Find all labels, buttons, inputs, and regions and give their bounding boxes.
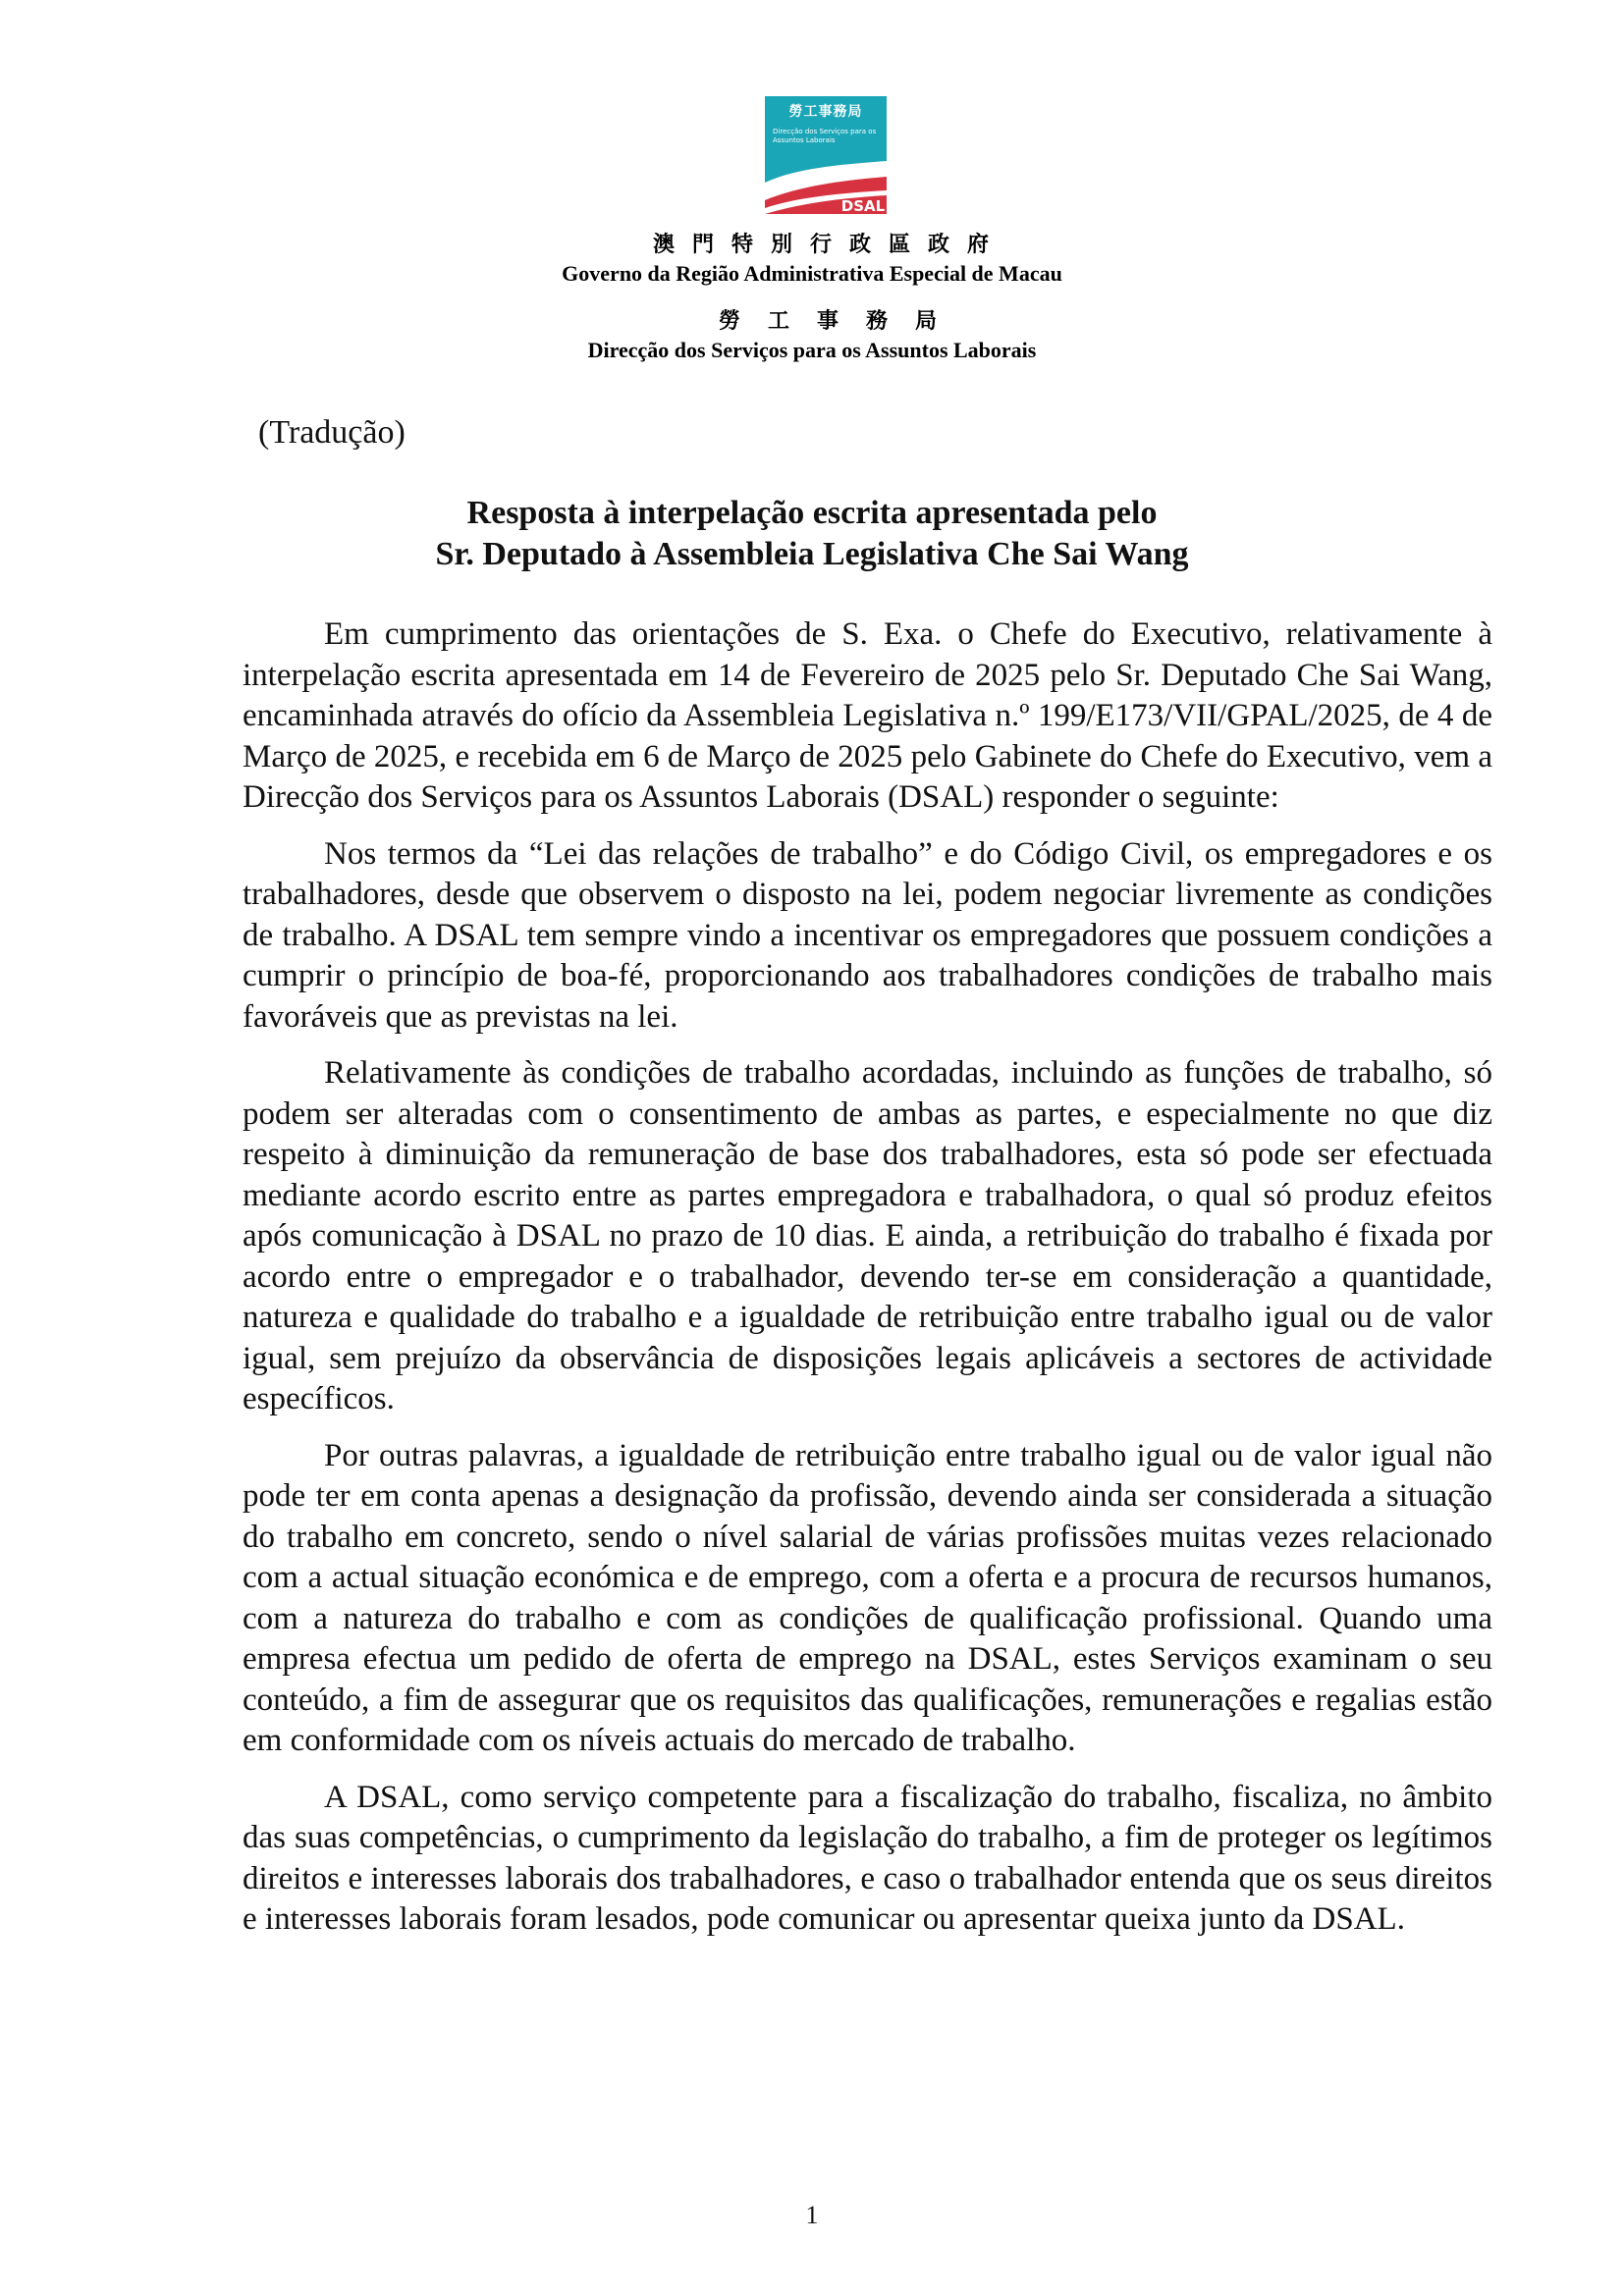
document-title-line-1: Resposta à interpelação escrita apresentada pelo [466,495,1158,531]
government-name-portuguese: Governo da Região Administrativa Especial de Macau [562,261,1062,286]
page-number: 1 [805,2201,819,2229]
translation-note: (Tradução) [258,414,406,451]
body-paragraph: Relativamente às condições de trabalho acordadas, incluindo as funções de trabalho, só podem ser alteradas com o consentimento de ambas as partes, e especialmente no que diz respeito à diminuição da remuneração de base dos trabalhadores, esta só pode ser efectuada mediante acordo escrito entre as partes empregadora e trabalhadora, o qual só produz efeitos após comunicação à DSAL no prazo de 10 dias. E ainda, a retribuição do trabalho é fixada por acordo entre o empregador e o trabalhador, devendo ter-se em consideração a quantidade, natureza e qualidade do trabalho e a igualdade de retribuição entre trabalho igual ou de valor igual, sem prejuízo da observância de disposições legais aplicáveis a sectores de actividade específicos. [243,1055,1492,1416]
svg-text:Assuntos Laborais: Assuntos Laborais [773,136,836,144]
document-title-line-2: Sr. Deputado à Assembleia Legislativa Che Sai Wang [435,536,1189,572]
logo-chinese-text: 勞工事務局 [788,104,863,120]
government-name-chinese: 澳門特別行政區政府 [652,233,1006,257]
department-name-portuguese: Direcção dos Serviços para os Assuntos Laborais [587,338,1037,362]
body-paragraph: Em cumprimento das orientações de S. Exa. o Chefe do Executivo, relativamente à interpelação escrita apresentada em 14 de Fevereiro de 2025 pelo Sr. Deputado Che Sai Wang, encaminhada através do ofício da Assembleia Legislativa n.º 199/E173/VII/GPAL/2025, de 4 de Março de 2025, e recebida em 6 de Março de 2025 pelo Gabinete do Chefe do Executivo, vem a Direcção dos Serviços para os Assuntos Laborais (DSAL) responder o seguinte: [243,616,1492,815]
department-name-chinese: 勞工事務局 [718,309,964,334]
body-paragraph: A DSAL, como serviço competente para a fiscalização do trabalho, fiscaliza, no âmbito das suas competências, o cumprimento da legislação do trabalho, a fim de proteger os legítimos direitos e interesses laborais dos trabalhadores, e caso o trabalhador entenda que os seus direitos e interesses laborais foram lesados, pode comunicar ou apresentar queixa junto da DSAL. [243,1779,1492,1937]
body-paragraph: Nos termos da “Lei das relações de trabalho” e do Código Civil, os empregadores e os trabalhadores, desde que observem o disposto na lei, podem negociar livremente as condições de trabalho. A DSAL tem sempre vindo a incentivar os empregadores que possuem condições a cumprir o princípio de boa-fé, proporcionando aos trabalhadores condições de trabalho mais favoráveis que as previstas na lei. [243,835,1492,1035]
logo-acronym-text: DSAL [840,197,886,214]
body-paragraph: Por outras palavras, a igualdade de retribuição entre trabalho igual ou de valor igual não pode ter em conta apenas a designação da profissão, devendo ainda ser considerada a situação do trabalho em concreto, sendo o nível salarial de várias profissões muitas vezes relacionado com a actual situação económica e de emprego, com a oferta e a procura de recursos humanos, com a natureza do trabalho e com as condições de qualificação profissional. Quando uma empresa efectua um pedido de oferta de emprego na DSAL, estes Serviços examinam o seu conteúdo, a fim de assegurar que os requisitos das qualificações, remunerações e regalias estão em conformidade com os níveis actuais do mercado de trabalho. [243,1437,1492,1758]
document-body [243,614,1492,1956]
dsal-logo [765,96,887,214]
svg-text:Direcção dos Serviços para os: Direcção dos Serviços para os [773,128,877,135]
